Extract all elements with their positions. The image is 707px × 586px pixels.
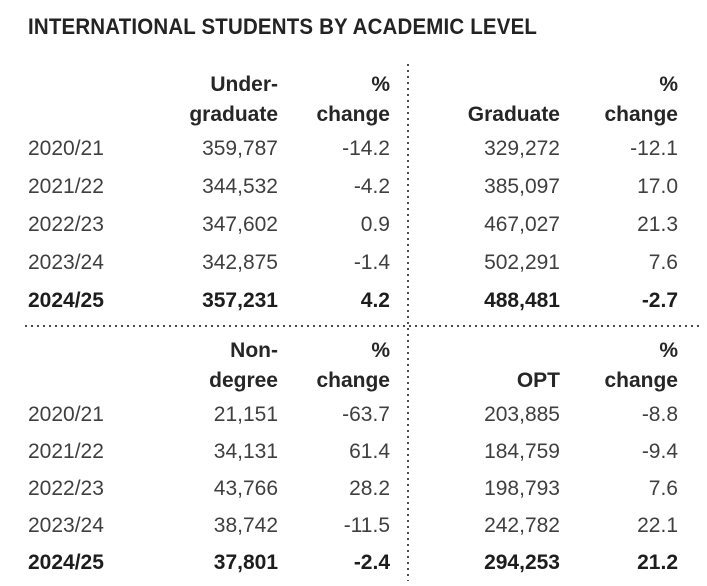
undergraduate-pct-change: 0.9 — [360, 213, 390, 236]
opt-pct-change: -8.8 — [641, 402, 678, 426]
nondegree-value: 38,742 — [213, 513, 278, 537]
column-header-nondegree — [110, 336, 278, 396]
year-cell: 2021/22 — [28, 439, 104, 463]
header-line: Non- — [230, 339, 278, 362]
opt-value: 242,782 — [484, 513, 560, 537]
header-line: % — [371, 339, 390, 362]
graduate-value: 329,272 — [484, 137, 560, 160]
column-header-nondegree-pct-change — [278, 336, 390, 396]
undergraduate-value: 342,875 — [202, 251, 278, 274]
column-header-undergraduate-pct-change — [278, 70, 390, 130]
page-title: INTERNATIONAL STUDENTS BY ACADEMIC LEVEL — [28, 14, 538, 39]
nondegree-value: 37,801 — [213, 550, 278, 574]
opt-value: 294,253 — [484, 550, 560, 574]
table-top-half — [28, 70, 678, 320]
graduate-pct-change: 21.3 — [637, 213, 678, 236]
year-cell: 2023/24 — [28, 251, 104, 274]
year-cell: 2024/25 — [28, 289, 104, 312]
header-line: graduate — [189, 103, 278, 126]
header-line: Graduate — [467, 103, 560, 126]
undergraduate-value: 359,787 — [202, 137, 278, 160]
undergraduate-pct-change: 4.2 — [360, 289, 390, 312]
header-line: change — [316, 103, 390, 126]
nondegree-pct-change: -63.7 — [342, 402, 390, 426]
opt-value: 184,759 — [484, 439, 560, 463]
opt-pct-change: -9.4 — [641, 439, 678, 463]
nondegree-value: 34,131 — [213, 439, 278, 463]
header-line: change — [316, 369, 390, 392]
year-cell: 2022/23 — [28, 476, 104, 500]
column-header-empty — [28, 70, 110, 130]
header-line: degree — [209, 369, 278, 392]
graduate-value: 467,027 — [484, 213, 560, 236]
graduate-pct-change: 7.6 — [648, 251, 678, 274]
nondegree-pct-change: 61.4 — [349, 439, 390, 463]
column-header-opt — [390, 336, 560, 396]
opt-value: 203,885 — [484, 402, 560, 426]
nondegree-pct-change: -2.4 — [353, 550, 390, 574]
undergraduate-value: 357,231 — [202, 289, 278, 312]
opt-pct-change: 21.2 — [637, 550, 678, 574]
nondegree-pct-change: -11.5 — [343, 513, 390, 537]
year-cell: 2021/22 — [28, 175, 104, 198]
undergraduate-value: 347,602 — [202, 213, 278, 236]
horizontal-dotted-divider — [25, 325, 700, 327]
nondegree-value: 43,766 — [213, 476, 278, 500]
undergraduate-value: 344,532 — [202, 175, 278, 198]
column-header-empty — [28, 336, 110, 396]
column-header-graduate-pct-change — [560, 70, 678, 130]
header-line: change — [604, 369, 678, 392]
column-header-undergraduate — [110, 70, 278, 130]
year-cell: 2020/21 — [28, 137, 104, 160]
column-header-graduate — [390, 70, 560, 130]
opt-pct-change: 22.1 — [637, 513, 678, 537]
year-cell: 2023/24 — [28, 513, 104, 537]
header-line: change — [604, 103, 678, 126]
undergraduate-pct-change: -4.2 — [353, 175, 390, 198]
undergraduate-pct-change: -14.2 — [342, 137, 390, 160]
graduate-value: 502,291 — [484, 251, 560, 274]
opt-pct-change: 7.6 — [648, 476, 678, 500]
opt-value: 198,793 — [484, 476, 560, 500]
year-cell: 2022/23 — [28, 213, 104, 236]
graduate-pct-change: 17.0 — [637, 175, 678, 198]
table-bottom-half — [28, 336, 678, 581]
graduate-value: 385,097 — [484, 175, 560, 198]
graduate-pct-change: -2.7 — [641, 289, 678, 312]
nondegree-pct-change: 28.2 — [349, 476, 390, 500]
graduate-pct-change: -12.1 — [630, 137, 678, 160]
header-line: OPT — [516, 369, 560, 392]
nondegree-value: 21,151 — [213, 402, 278, 426]
header-line: Under- — [210, 73, 278, 96]
header-line: % — [659, 339, 678, 362]
graduate-value: 488,481 — [484, 289, 560, 312]
header-line: % — [659, 73, 678, 96]
column-header-opt-pct-change — [560, 336, 678, 396]
undergraduate-pct-change: -1.4 — [353, 251, 390, 274]
header-line: % — [371, 73, 390, 96]
year-cell: 2020/21 — [28, 402, 104, 426]
year-cell: 2024/25 — [28, 550, 104, 574]
